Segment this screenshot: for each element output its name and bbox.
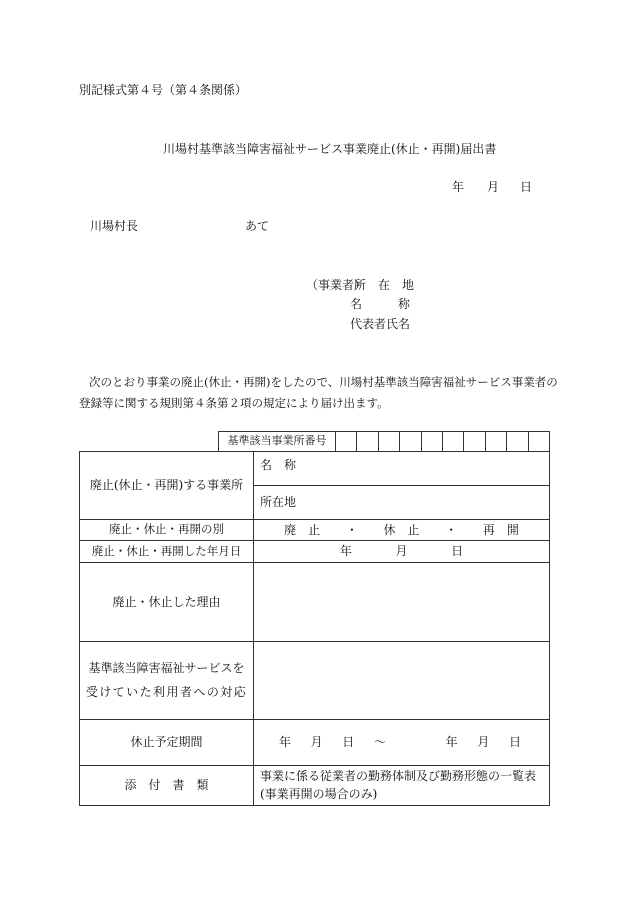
date-cell[interactable]	[254, 541, 550, 562]
response-label-line2: 受けていた利用者への対応	[85, 685, 248, 700]
addressee-name: 川場村長	[90, 219, 139, 233]
period-start-day: 日	[342, 735, 355, 750]
office-number-digit[interactable]	[442, 432, 463, 452]
applicant-rep-label: 代表者氏名	[350, 317, 411, 331]
date-year-label: 年	[452, 180, 465, 194]
form-title: 川場村基準該当障害福祉サービス事業廃止(休止・再開)届出書	[163, 142, 497, 156]
period-tilde: ～	[373, 735, 386, 750]
applicant-address-label: 所 在 地	[354, 278, 415, 292]
period-cell[interactable]	[254, 719, 550, 765]
office-address-label: 所在地	[260, 495, 297, 510]
applicant-prefix: （事業者）	[306, 278, 367, 292]
type-separator: ・	[445, 523, 458, 537]
office-label: 廃止(休止・再開)する事業所	[80, 452, 254, 520]
type-option-resume[interactable]: 再 開	[482, 523, 519, 537]
attachments-line2: (事業再開の場合のみ)	[260, 787, 378, 802]
office-number-label: 基準該当事業所番号	[219, 432, 336, 452]
period-label: 休止予定期間	[80, 719, 254, 765]
office-number-digit[interactable]	[464, 432, 485, 452]
type-label: 廃止・休止・再開の別	[80, 520, 254, 541]
event-day-label: 日	[451, 544, 464, 559]
type-option-abolish[interactable]: 廃 止	[284, 523, 321, 537]
body-line-2: 登録等に関する規則第４条第２項の規定により届け出ます。	[79, 396, 389, 410]
attachments-cell	[254, 765, 550, 805]
event-year-label: 年	[339, 544, 352, 559]
reason-cell[interactable]	[254, 562, 550, 641]
response-label	[80, 641, 254, 719]
form-number: 別記様式第４号（第４条関係）	[79, 83, 248, 97]
reason-label: 廃止・休止した理由	[80, 562, 254, 641]
attachments-line1: 事業に係る従業者の勤務体制及び勤務形態の一覧表	[260, 769, 537, 784]
event-month-label: 月	[395, 544, 408, 559]
period-end-month: 月	[477, 735, 490, 750]
main-form-table	[79, 451, 550, 806]
type-separator: ・	[345, 523, 358, 537]
type-option-suspend[interactable]: 休 止	[383, 523, 420, 537]
office-number-digit[interactable]	[485, 432, 506, 452]
period-end-day: 日	[508, 735, 521, 750]
office-number-digit[interactable]	[528, 432, 549, 452]
response-label-line1: 基準該当障害福祉サービスを	[88, 661, 245, 676]
period-start-year: 年	[278, 735, 291, 750]
date-month-label: 月	[487, 180, 500, 194]
response-cell[interactable]	[254, 641, 550, 719]
date-label: 廃止・休止・再開した年月日	[80, 541, 254, 562]
office-name-cell[interactable]	[254, 452, 550, 486]
office-number-digit[interactable]	[507, 432, 528, 452]
period-end-year: 年	[445, 735, 458, 750]
office-name-label: 名 称	[260, 458, 297, 472]
office-number-table	[218, 431, 550, 452]
office-number-digit[interactable]	[378, 432, 399, 452]
date-day-label: 日	[520, 180, 533, 194]
period-start-month: 月	[310, 735, 323, 750]
applicant-name-label: 名 称	[350, 297, 411, 311]
type-options-cell	[254, 520, 550, 541]
addressee-suffix: あて	[245, 219, 270, 233]
office-number-digit[interactable]	[421, 432, 442, 452]
office-number-digit[interactable]	[336, 432, 357, 452]
body-line-1: 次のとおり事業の廃止(休止・再開)をしたので、川場村基準該当障害福祉サービス事業者の	[89, 375, 558, 389]
office-number-digit[interactable]	[400, 432, 421, 452]
office-address-cell[interactable]	[254, 486, 550, 520]
office-number-digit[interactable]	[357, 432, 378, 452]
attachments-label: 添 付 書 類	[80, 765, 254, 805]
